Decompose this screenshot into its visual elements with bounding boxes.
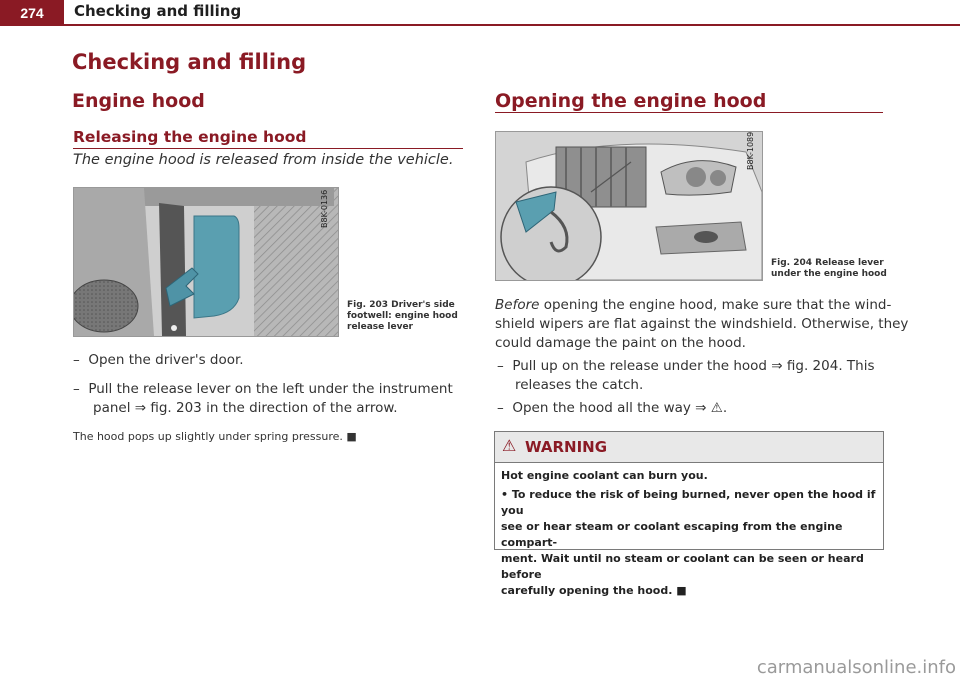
left-note: The hood pops up slightly under spring pressure. ■: [73, 430, 357, 443]
section-title-opening: Opening the engine hood: [495, 90, 767, 112]
warning-triangle-icon: ⚠: [502, 436, 517, 455]
right-step-1: – Pull up on the release under the hood ⇒ fig. 204. This releases the catch.: [497, 358, 875, 393]
hood-release-illustration: [496, 132, 762, 280]
figure-203-image: [73, 187, 339, 337]
figure-204-image: [495, 131, 763, 281]
section-rule: [495, 112, 883, 113]
intro-text: The engine hood is released from inside the vehicle.: [73, 152, 454, 168]
warning-header: [495, 432, 883, 463]
running-title: Checking and filling: [74, 2, 242, 20]
chapter-title: Checking and filling: [72, 50, 307, 74]
figure-204-caption: Fig. 204 Release lever under the engine hood: [771, 258, 887, 279]
subsection-rule: [73, 148, 463, 149]
right-step-2: – Open the hood all the way ⇒ ⚠.: [497, 400, 728, 416]
subsection-title-releasing: Releasing the engine hood: [73, 128, 307, 146]
header-rule: [64, 24, 960, 26]
watermark-text: carmanualsonline.info: [756, 657, 956, 678]
warning-box: [494, 431, 884, 597]
page-number: 274: [0, 0, 64, 26]
figure-204-code: B8K-1089: [746, 131, 755, 170]
right-body-text: Before opening the engine hood, make sure that the wind- shield wipers are flat against the windshield. Otherwise, they could damage the paint on the hood.: [495, 297, 909, 351]
footwell-illustration: [74, 188, 338, 336]
left-step-1: – Open the driver's door.: [73, 352, 244, 368]
figure-203-code: B8K-0136: [320, 189, 329, 228]
figure-203-caption: Fig. 203 Driver's side footwell: engine hood release lever: [347, 300, 458, 332]
warning-body: Hot engine coolant can burn you. • To reduce the risk of being burned, never open the hood if you see or hear steam or coolant escaping from the engine compart- ment. Wait until no steam or coolant can be seen or heard before carefully opening the hood. ■: [501, 469, 876, 597]
left-step-2: – Pull the release lever on the left under the instrument panel ⇒ fig. 203 in the direction of the arrow.: [73, 381, 453, 416]
warning-title: WARNING: [525, 438, 608, 456]
section-title-engine-hood: Engine hood: [72, 90, 205, 112]
